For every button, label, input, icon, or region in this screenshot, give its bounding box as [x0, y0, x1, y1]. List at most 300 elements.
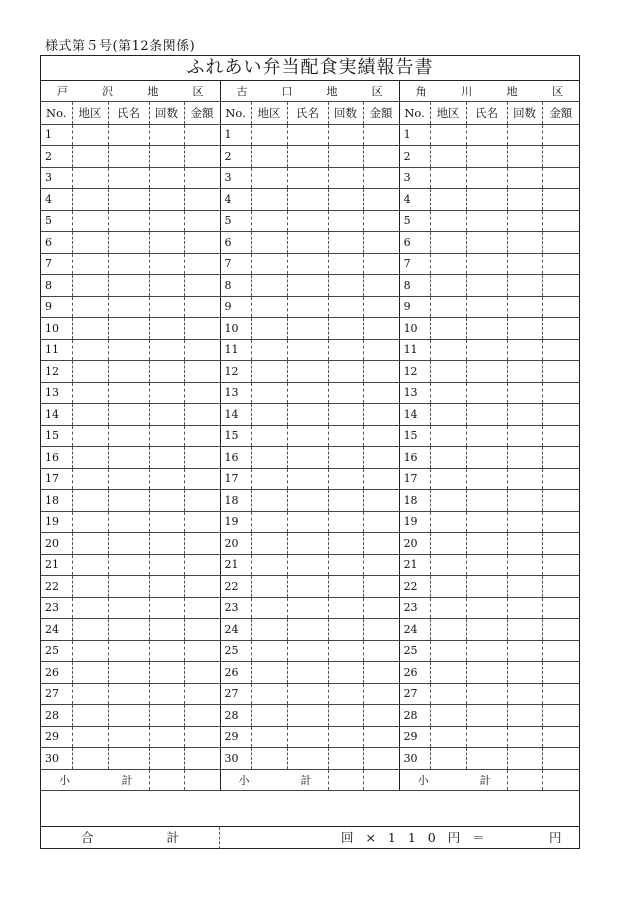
entry-cell[interactable] [430, 339, 466, 361]
entry-cell[interactable] [149, 382, 184, 404]
entry-cell[interactable] [430, 210, 466, 232]
entry-cell[interactable] [507, 576, 542, 598]
entry-cell[interactable] [149, 210, 184, 232]
entry-cell[interactable] [251, 554, 287, 576]
entry-cell[interactable] [251, 533, 287, 555]
entry-cell[interactable] [430, 361, 466, 383]
subtotal-amount[interactable] [363, 769, 399, 791]
entry-cell[interactable] [363, 554, 399, 576]
entry-cell[interactable] [430, 124, 466, 146]
entry-cell[interactable] [430, 189, 466, 211]
entry-cell[interactable] [430, 705, 466, 727]
entry-cell[interactable] [72, 275, 108, 297]
subtotal-amount[interactable] [184, 769, 220, 791]
entry-cell[interactable] [149, 468, 184, 490]
entry-cell[interactable] [149, 511, 184, 533]
entry-cell[interactable] [363, 640, 399, 662]
entry-cell[interactable] [328, 361, 363, 383]
entry-cell[interactable] [430, 468, 466, 490]
entry-cell[interactable] [184, 533, 220, 555]
entry-cell[interactable] [72, 640, 108, 662]
entry-cell[interactable] [507, 210, 542, 232]
entry-cell[interactable] [466, 511, 507, 533]
entry-cell[interactable] [328, 382, 363, 404]
entry-cell[interactable] [430, 640, 466, 662]
entry-cell[interactable] [466, 404, 507, 426]
entry-cell[interactable] [466, 597, 507, 619]
entry-cell[interactable] [507, 339, 542, 361]
entry-cell[interactable] [287, 576, 328, 598]
entry-cell[interactable] [184, 124, 220, 146]
entry-cell[interactable] [287, 640, 328, 662]
entry-cell[interactable] [430, 404, 466, 426]
entry-cell[interactable] [108, 748, 149, 770]
entry-cell[interactable] [363, 210, 399, 232]
entry-cell[interactable] [108, 662, 149, 684]
entry-cell[interactable] [184, 318, 220, 340]
entry-cell[interactable] [507, 490, 542, 512]
entry-cell[interactable] [184, 447, 220, 469]
entry-cell[interactable] [328, 404, 363, 426]
entry-cell[interactable] [184, 468, 220, 490]
entry-cell[interactable] [251, 339, 287, 361]
entry-cell[interactable] [149, 533, 184, 555]
entry-cell[interactable] [363, 597, 399, 619]
entry-cell[interactable] [251, 597, 287, 619]
entry-cell[interactable] [507, 167, 542, 189]
entry-cell[interactable] [251, 189, 287, 211]
entry-cell[interactable] [251, 640, 287, 662]
entry-cell[interactable] [72, 705, 108, 727]
entry-cell[interactable] [72, 662, 108, 684]
subtotal-count[interactable] [507, 769, 542, 791]
entry-cell[interactable] [108, 576, 149, 598]
entry-cell[interactable] [184, 683, 220, 705]
entry-cell[interactable] [108, 597, 149, 619]
entry-cell[interactable] [149, 189, 184, 211]
entry-cell[interactable] [287, 339, 328, 361]
entry-cell[interactable] [507, 189, 542, 211]
entry-cell[interactable] [184, 146, 220, 168]
entry-cell[interactable] [149, 339, 184, 361]
entry-cell[interactable] [507, 425, 542, 447]
entry-cell[interactable] [72, 468, 108, 490]
entry-cell[interactable] [542, 683, 579, 705]
entry-cell[interactable] [184, 210, 220, 232]
entry-cell[interactable] [542, 640, 579, 662]
entry-cell[interactable] [108, 296, 149, 318]
entry-cell[interactable] [363, 253, 399, 275]
entry-cell[interactable] [542, 253, 579, 275]
entry-cell[interactable] [251, 167, 287, 189]
entry-cell[interactable] [542, 597, 579, 619]
entry-cell[interactable] [542, 189, 579, 211]
entry-cell[interactable] [108, 640, 149, 662]
entry-cell[interactable] [542, 275, 579, 297]
entry-cell[interactable] [542, 382, 579, 404]
entry-cell[interactable] [363, 296, 399, 318]
entry-cell[interactable] [184, 189, 220, 211]
entry-cell[interactable] [363, 318, 399, 340]
entry-cell[interactable] [72, 683, 108, 705]
entry-cell[interactable] [507, 662, 542, 684]
entry-cell[interactable] [466, 275, 507, 297]
entry-cell[interactable] [149, 404, 184, 426]
entry-cell[interactable] [328, 210, 363, 232]
entry-cell[interactable] [184, 640, 220, 662]
entry-cell[interactable] [328, 296, 363, 318]
entry-cell[interactable] [328, 511, 363, 533]
entry-cell[interactable] [542, 662, 579, 684]
entry-cell[interactable] [108, 468, 149, 490]
subtotal-amount[interactable] [542, 769, 579, 791]
entry-cell[interactable] [184, 662, 220, 684]
entry-cell[interactable] [542, 619, 579, 641]
entry-cell[interactable] [108, 167, 149, 189]
entry-cell[interactable] [328, 447, 363, 469]
entry-cell[interactable] [108, 404, 149, 426]
entry-cell[interactable] [328, 597, 363, 619]
entry-cell[interactable] [466, 640, 507, 662]
entry-cell[interactable] [507, 382, 542, 404]
entry-cell[interactable] [328, 619, 363, 641]
entry-cell[interactable] [363, 404, 399, 426]
entry-cell[interactable] [430, 533, 466, 555]
entry-cell[interactable] [542, 726, 579, 748]
entry-cell[interactable] [149, 597, 184, 619]
entry-cell[interactable] [430, 683, 466, 705]
entry-cell[interactable] [507, 597, 542, 619]
entry-cell[interactable] [430, 554, 466, 576]
entry-cell[interactable] [430, 726, 466, 748]
entry-cell[interactable] [251, 490, 287, 512]
entry-cell[interactable] [108, 339, 149, 361]
entry-cell[interactable] [108, 425, 149, 447]
entry-cell[interactable] [328, 533, 363, 555]
entry-cell[interactable] [251, 726, 287, 748]
entry-cell[interactable] [108, 124, 149, 146]
entry-cell[interactable] [363, 511, 399, 533]
entry-cell[interactable] [72, 576, 108, 598]
entry-cell[interactable] [184, 490, 220, 512]
entry-cell[interactable] [363, 748, 399, 770]
entry-cell[interactable] [363, 490, 399, 512]
entry-cell[interactable] [542, 318, 579, 340]
entry-cell[interactable] [72, 318, 108, 340]
entry-cell[interactable] [149, 640, 184, 662]
entry-cell[interactable] [466, 318, 507, 340]
entry-cell[interactable] [184, 576, 220, 598]
entry-cell[interactable] [328, 640, 363, 662]
entry-cell[interactable] [328, 189, 363, 211]
entry-cell[interactable] [287, 425, 328, 447]
entry-cell[interactable] [542, 468, 579, 490]
entry-cell[interactable] [287, 382, 328, 404]
entry-cell[interactable] [287, 361, 328, 383]
entry-cell[interactable] [287, 619, 328, 641]
entry-cell[interactable] [542, 511, 579, 533]
entry-cell[interactable] [363, 662, 399, 684]
entry-cell[interactable] [108, 447, 149, 469]
entry-cell[interactable] [251, 425, 287, 447]
entry-cell[interactable] [328, 146, 363, 168]
entry-cell[interactable] [328, 726, 363, 748]
entry-cell[interactable] [287, 533, 328, 555]
entry-cell[interactable] [363, 146, 399, 168]
entry-cell[interactable] [108, 210, 149, 232]
entry-cell[interactable] [251, 468, 287, 490]
entry-cell[interactable] [149, 576, 184, 598]
entry-cell[interactable] [328, 705, 363, 727]
entry-cell[interactable] [363, 726, 399, 748]
entry-cell[interactable] [251, 232, 287, 254]
entry-cell[interactable] [149, 748, 184, 770]
entry-cell[interactable] [328, 468, 363, 490]
entry-cell[interactable] [542, 554, 579, 576]
entry-cell[interactable] [184, 619, 220, 641]
entry-cell[interactable] [108, 232, 149, 254]
entry-cell[interactable] [287, 146, 328, 168]
entry-cell[interactable] [363, 339, 399, 361]
entry-cell[interactable] [430, 146, 466, 168]
entry-cell[interactable] [72, 404, 108, 426]
entry-cell[interactable] [430, 597, 466, 619]
entry-cell[interactable] [466, 576, 507, 598]
entry-cell[interactable] [72, 210, 108, 232]
entry-cell[interactable] [507, 705, 542, 727]
entry-cell[interactable] [542, 232, 579, 254]
entry-cell[interactable] [108, 490, 149, 512]
entry-cell[interactable] [287, 253, 328, 275]
entry-cell[interactable] [430, 576, 466, 598]
entry-cell[interactable] [184, 296, 220, 318]
entry-cell[interactable] [287, 167, 328, 189]
entry-cell[interactable] [542, 167, 579, 189]
entry-cell[interactable] [251, 361, 287, 383]
entry-cell[interactable] [507, 468, 542, 490]
entry-cell[interactable] [466, 468, 507, 490]
entry-cell[interactable] [287, 490, 328, 512]
entry-cell[interactable] [251, 705, 287, 727]
entry-cell[interactable] [184, 425, 220, 447]
entry-cell[interactable] [149, 447, 184, 469]
entry-cell[interactable] [72, 425, 108, 447]
entry-cell[interactable] [466, 253, 507, 275]
entry-cell[interactable] [72, 361, 108, 383]
entry-cell[interactable] [430, 253, 466, 275]
entry-cell[interactable] [251, 318, 287, 340]
entry-cell[interactable] [72, 339, 108, 361]
entry-cell[interactable] [72, 748, 108, 770]
entry-cell[interactable] [149, 361, 184, 383]
entry-cell[interactable] [287, 318, 328, 340]
entry-cell[interactable] [542, 124, 579, 146]
entry-cell[interactable] [466, 124, 507, 146]
entry-cell[interactable] [108, 726, 149, 748]
entry-cell[interactable] [328, 253, 363, 275]
entry-cell[interactable] [542, 533, 579, 555]
entry-cell[interactable] [507, 275, 542, 297]
entry-cell[interactable] [328, 124, 363, 146]
entry-cell[interactable] [430, 619, 466, 641]
entry-cell[interactable] [251, 275, 287, 297]
entry-cell[interactable] [328, 318, 363, 340]
entry-cell[interactable] [363, 189, 399, 211]
entry-cell[interactable] [542, 447, 579, 469]
entry-cell[interactable] [184, 726, 220, 748]
entry-cell[interactable] [328, 554, 363, 576]
entry-cell[interactable] [287, 468, 328, 490]
entry-cell[interactable] [466, 425, 507, 447]
entry-cell[interactable] [108, 683, 149, 705]
entry-cell[interactable] [466, 662, 507, 684]
entry-cell[interactable] [542, 210, 579, 232]
entry-cell[interactable] [328, 576, 363, 598]
entry-cell[interactable] [507, 726, 542, 748]
entry-cell[interactable] [507, 511, 542, 533]
entry-cell[interactable] [149, 167, 184, 189]
entry-cell[interactable] [184, 382, 220, 404]
entry-cell[interactable] [72, 232, 108, 254]
entry-cell[interactable] [466, 189, 507, 211]
entry-cell[interactable] [108, 619, 149, 641]
entry-cell[interactable] [251, 146, 287, 168]
entry-cell[interactable] [430, 382, 466, 404]
entry-cell[interactable] [430, 296, 466, 318]
entry-cell[interactable] [287, 511, 328, 533]
entry-cell[interactable] [466, 447, 507, 469]
entry-cell[interactable] [430, 748, 466, 770]
entry-cell[interactable] [507, 554, 542, 576]
entry-cell[interactable] [363, 275, 399, 297]
entry-cell[interactable] [184, 554, 220, 576]
entry-cell[interactable] [108, 511, 149, 533]
entry-cell[interactable] [149, 619, 184, 641]
entry-cell[interactable] [184, 275, 220, 297]
entry-cell[interactable] [149, 425, 184, 447]
entry-cell[interactable] [328, 683, 363, 705]
entry-cell[interactable] [72, 554, 108, 576]
entry-cell[interactable] [430, 662, 466, 684]
entry-cell[interactable] [149, 124, 184, 146]
entry-cell[interactable] [466, 619, 507, 641]
entry-cell[interactable] [149, 554, 184, 576]
entry-cell[interactable] [507, 748, 542, 770]
entry-cell[interactable] [149, 662, 184, 684]
entry-cell[interactable] [363, 124, 399, 146]
entry-cell[interactable] [72, 447, 108, 469]
entry-cell[interactable] [287, 189, 328, 211]
entry-cell[interactable] [287, 554, 328, 576]
entry-cell[interactable] [108, 253, 149, 275]
entry-cell[interactable] [108, 146, 149, 168]
entry-cell[interactable] [72, 167, 108, 189]
entry-cell[interactable] [72, 382, 108, 404]
entry-cell[interactable] [466, 748, 507, 770]
entry-cell[interactable] [542, 705, 579, 727]
entry-cell[interactable] [466, 382, 507, 404]
entry-cell[interactable] [251, 662, 287, 684]
entry-cell[interactable] [184, 705, 220, 727]
entry-cell[interactable] [251, 253, 287, 275]
entry-cell[interactable] [507, 361, 542, 383]
entry-cell[interactable] [466, 683, 507, 705]
entry-cell[interactable] [72, 189, 108, 211]
entry-cell[interactable] [108, 189, 149, 211]
entry-cell[interactable] [363, 232, 399, 254]
entry-cell[interactable] [363, 705, 399, 727]
entry-cell[interactable] [72, 726, 108, 748]
entry-cell[interactable] [184, 339, 220, 361]
entry-cell[interactable] [430, 490, 466, 512]
subtotal-count[interactable] [328, 769, 363, 791]
entry-cell[interactable] [430, 275, 466, 297]
entry-cell[interactable] [251, 576, 287, 598]
entry-cell[interactable] [184, 404, 220, 426]
entry-cell[interactable] [251, 683, 287, 705]
entry-cell[interactable] [287, 597, 328, 619]
entry-cell[interactable] [72, 124, 108, 146]
entry-cell[interactable] [287, 296, 328, 318]
entry-cell[interactable] [466, 554, 507, 576]
entry-cell[interactable] [251, 296, 287, 318]
entry-cell[interactable] [184, 167, 220, 189]
entry-cell[interactable] [72, 490, 108, 512]
entry-cell[interactable] [184, 232, 220, 254]
entry-cell[interactable] [363, 619, 399, 641]
entry-cell[interactable] [184, 511, 220, 533]
entry-cell[interactable] [466, 339, 507, 361]
entry-cell[interactable] [287, 275, 328, 297]
entry-cell[interactable] [149, 705, 184, 727]
entry-cell[interactable] [287, 404, 328, 426]
entry-cell[interactable] [363, 382, 399, 404]
entry-cell[interactable] [430, 167, 466, 189]
entry-cell[interactable] [507, 253, 542, 275]
entry-cell[interactable] [363, 533, 399, 555]
entry-cell[interactable] [466, 232, 507, 254]
entry-cell[interactable] [466, 705, 507, 727]
entry-cell[interactable] [328, 425, 363, 447]
entry-cell[interactable] [108, 533, 149, 555]
entry-cell[interactable] [149, 253, 184, 275]
entry-cell[interactable] [149, 683, 184, 705]
entry-cell[interactable] [507, 533, 542, 555]
entry-cell[interactable] [430, 232, 466, 254]
entry-cell[interactable] [287, 662, 328, 684]
entry-cell[interactable] [542, 339, 579, 361]
entry-cell[interactable] [507, 619, 542, 641]
entry-cell[interactable] [72, 296, 108, 318]
entry-cell[interactable] [507, 296, 542, 318]
entry-cell[interactable] [184, 361, 220, 383]
entry-cell[interactable] [72, 253, 108, 275]
entry-cell[interactable] [328, 167, 363, 189]
entry-cell[interactable] [466, 296, 507, 318]
entry-cell[interactable] [507, 124, 542, 146]
entry-cell[interactable] [108, 554, 149, 576]
entry-cell[interactable] [430, 318, 466, 340]
entry-cell[interactable] [149, 490, 184, 512]
entry-cell[interactable] [363, 425, 399, 447]
entry-cell[interactable] [108, 275, 149, 297]
entry-cell[interactable] [466, 726, 507, 748]
entry-cell[interactable] [466, 167, 507, 189]
entry-cell[interactable] [363, 468, 399, 490]
entry-cell[interactable] [184, 597, 220, 619]
entry-cell[interactable] [507, 447, 542, 469]
entry-cell[interactable] [72, 511, 108, 533]
